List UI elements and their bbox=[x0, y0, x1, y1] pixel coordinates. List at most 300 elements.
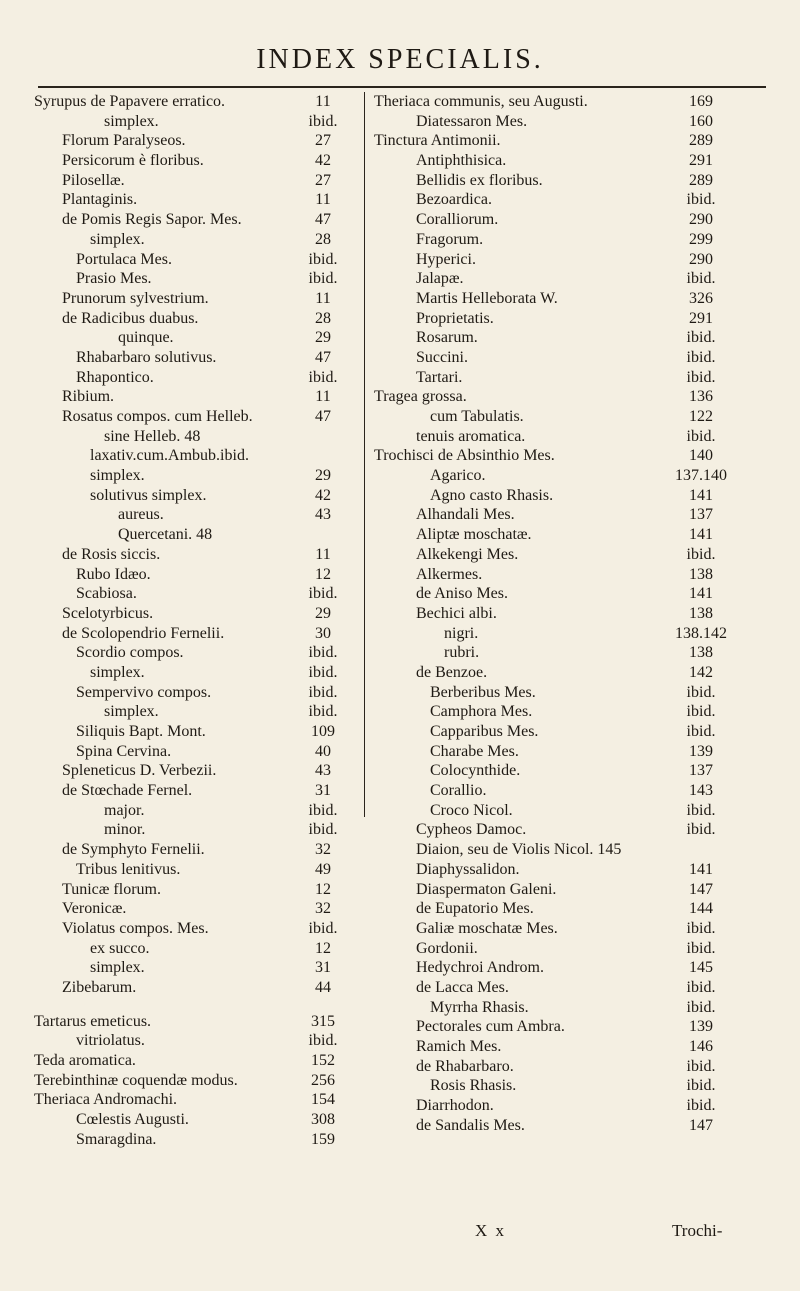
entry-page: 138 bbox=[689, 565, 713, 583]
entry-label: de Scolopendrio Fernelii. bbox=[62, 624, 225, 642]
entry-page: 11 bbox=[315, 388, 331, 406]
entry-page: ibid. bbox=[686, 368, 716, 386]
index-entry bbox=[34, 368, 374, 388]
index-entry bbox=[34, 171, 374, 191]
index-entry bbox=[374, 1096, 746, 1116]
index-entry bbox=[34, 1130, 374, 1150]
entry-page: 290 bbox=[689, 211, 713, 229]
entry-page: 290 bbox=[689, 250, 713, 268]
entry-label: Hedychroi Androm. bbox=[416, 959, 544, 977]
entry-page: 289 bbox=[689, 132, 713, 150]
entry-label: Alhandali Mes. bbox=[416, 506, 515, 524]
entry-label: Prasio Mes. bbox=[76, 270, 152, 288]
entry-label: Ramich Mes. bbox=[416, 1038, 502, 1055]
entry-label: sine Helleb. 48 bbox=[104, 427, 201, 445]
entry-page: 12 bbox=[315, 880, 331, 898]
entry-page: ibid. bbox=[308, 250, 338, 268]
entry-page: 29 bbox=[315, 604, 331, 622]
entry-label: Cypheos Damoc. bbox=[416, 821, 527, 839]
index-entry bbox=[34, 1031, 374, 1051]
entry-page: ibid. bbox=[686, 1057, 716, 1075]
entry-label: Diaspermaton Galeni. bbox=[416, 880, 557, 898]
entry-page: 289 bbox=[689, 171, 713, 189]
entry-label: Veronicæ. bbox=[62, 900, 127, 918]
entry-label: Scabiosa. bbox=[76, 585, 137, 603]
index-entry bbox=[34, 387, 374, 407]
entry-label: quinque. bbox=[118, 329, 174, 347]
entry-page: ibid. bbox=[686, 978, 716, 996]
entry-page: 31 bbox=[315, 959, 331, 977]
index-entry bbox=[374, 131, 746, 151]
entry-page: 44 bbox=[315, 978, 331, 996]
entry-label: Camphora Mes. bbox=[430, 703, 533, 721]
entry-page: 139 bbox=[689, 742, 713, 760]
index-column-left bbox=[34, 92, 374, 1149]
index-entry bbox=[34, 801, 374, 821]
entry-label: simplex. bbox=[90, 467, 145, 485]
entry-page: 42 bbox=[315, 486, 331, 504]
entry-label: Terebinthinæ coquendæ modus. bbox=[34, 1071, 238, 1089]
entry-page: ibid. bbox=[686, 1097, 716, 1115]
entry-label: de Symphyto Fernelii. bbox=[62, 841, 205, 859]
entry-page: 291 bbox=[689, 309, 713, 327]
entry-label: solutivus simplex. bbox=[90, 486, 207, 504]
index-entry bbox=[374, 1057, 746, 1077]
entry-page: 27 bbox=[315, 171, 331, 189]
entry-page: 146 bbox=[689, 1038, 713, 1055]
entry-label: Quercetani. 48 bbox=[118, 526, 213, 544]
entry-label: Florum Paralyseos. bbox=[62, 132, 186, 150]
entry-label: Diatessaron Mes. bbox=[416, 112, 528, 130]
entry-label: Theriaca communis, seu Augusti. bbox=[374, 93, 588, 110]
index-entry bbox=[34, 899, 374, 919]
entry-page: 315 bbox=[311, 1012, 335, 1030]
entry-label: Siliquis Bapt. Mont. bbox=[76, 723, 206, 740]
entry-page: 11 bbox=[315, 289, 331, 307]
entry-page: ibid. bbox=[308, 821, 338, 839]
index-entry bbox=[34, 131, 374, 151]
entry-page: 136 bbox=[689, 388, 713, 406]
entry-page: 12 bbox=[315, 565, 331, 583]
index-entry bbox=[374, 722, 746, 742]
index-entry bbox=[34, 880, 374, 900]
index-entry bbox=[34, 820, 374, 840]
entry-page: ibid. bbox=[686, 348, 716, 366]
entry-label: Smaragdina. bbox=[76, 1130, 157, 1148]
entry-label: de Aniso Mes. bbox=[416, 585, 508, 603]
entry-label: Capparibus Mes. bbox=[430, 723, 539, 740]
index-entry bbox=[34, 919, 374, 939]
entry-label: Rhabarbaro solutivus. bbox=[76, 348, 217, 366]
index-entry bbox=[34, 1110, 374, 1130]
index-entry bbox=[34, 112, 374, 132]
entry-page: ibid. bbox=[308, 919, 338, 937]
entry-page: 12 bbox=[315, 939, 331, 957]
entry-page: 27 bbox=[315, 132, 331, 150]
index-entry bbox=[34, 446, 374, 466]
entry-label: Charabe Mes. bbox=[430, 742, 519, 760]
index-entry bbox=[374, 190, 746, 210]
index-entry bbox=[374, 368, 746, 388]
index-entry bbox=[34, 1071, 374, 1091]
index-entry bbox=[34, 505, 374, 525]
index-entry bbox=[34, 151, 374, 171]
index-entry bbox=[34, 565, 374, 585]
entry-page: ibid. bbox=[308, 112, 338, 130]
entry-page: 43 bbox=[315, 762, 331, 780]
index-entry bbox=[374, 151, 746, 171]
index-entry bbox=[374, 801, 746, 821]
entry-page: ibid. bbox=[686, 191, 716, 209]
entry-page: ibid. bbox=[686, 821, 716, 839]
index-entry bbox=[34, 702, 374, 722]
entry-label: Galiæ moschatæ Mes. bbox=[416, 919, 558, 937]
entry-label: Diaphyssalidon. bbox=[416, 860, 520, 878]
entry-label: Tunicæ florum. bbox=[62, 880, 161, 898]
entry-page: 49 bbox=[315, 860, 331, 878]
index-entry bbox=[374, 328, 746, 348]
entry-page: 40 bbox=[315, 742, 331, 760]
index-entry bbox=[374, 742, 746, 762]
entry-page: 160 bbox=[689, 112, 713, 130]
entry-page: 141 bbox=[689, 526, 713, 544]
index-entry bbox=[374, 525, 746, 545]
entry-label: Corallio. bbox=[430, 782, 487, 800]
index-entry bbox=[374, 584, 746, 604]
index-entry bbox=[374, 899, 746, 919]
entry-page: 47 bbox=[315, 408, 331, 425]
index-entry bbox=[34, 210, 374, 230]
entry-page: 47 bbox=[315, 348, 331, 366]
index-column-right bbox=[374, 92, 746, 1135]
index-entry bbox=[34, 328, 374, 348]
entry-label: Syrupus de Papavere erratico. bbox=[34, 93, 226, 110]
index-entry bbox=[374, 427, 746, 447]
index-entry bbox=[374, 781, 746, 801]
index-entry bbox=[374, 112, 746, 132]
index-entry bbox=[34, 230, 374, 250]
index-entry bbox=[374, 683, 746, 703]
entry-label: Agno casto Rhasis. bbox=[430, 486, 554, 504]
index-entry bbox=[34, 978, 374, 998]
entry-label: Pilosellæ. bbox=[62, 171, 125, 189]
entry-page: ibid. bbox=[308, 644, 338, 662]
entry-label: Cœlestis Augusti. bbox=[76, 1111, 189, 1129]
entry-label: de Eupatorio Mes. bbox=[416, 900, 534, 918]
entry-page: 11 bbox=[315, 191, 331, 209]
entry-label: Theriaca Andromachi. bbox=[34, 1091, 178, 1109]
entry-page: 122 bbox=[689, 408, 713, 425]
entry-label: Teda aromatica. bbox=[34, 1052, 136, 1069]
entry-label: Violatus compos. Mes. bbox=[62, 919, 209, 937]
index-entry bbox=[374, 230, 746, 250]
index-entry bbox=[34, 840, 374, 860]
index-entry bbox=[374, 210, 746, 230]
entry-page: ibid. bbox=[686, 703, 716, 721]
entry-page: 11 bbox=[315, 545, 331, 563]
index-entry bbox=[374, 348, 746, 368]
entry-page: 28 bbox=[315, 309, 331, 327]
entry-page: ibid. bbox=[308, 683, 338, 701]
entry-page: ibid. bbox=[686, 1077, 716, 1095]
entry-page: 308 bbox=[311, 1111, 335, 1129]
entry-page: ibid. bbox=[686, 723, 716, 740]
index-entry bbox=[374, 250, 746, 270]
index-entry bbox=[34, 545, 374, 565]
index-entry bbox=[34, 781, 374, 801]
entry-label: Bellidis ex floribus. bbox=[416, 171, 543, 189]
index-entry bbox=[374, 1116, 746, 1136]
entry-page: 43 bbox=[315, 506, 331, 524]
entry-label: Myrrha Rhasis. bbox=[430, 998, 529, 1016]
entry-label: Plantaginis. bbox=[62, 191, 138, 209]
index-entry bbox=[374, 939, 746, 959]
entry-label: ex succo. bbox=[90, 939, 150, 957]
entry-label: Sempervivo compos. bbox=[76, 683, 212, 701]
index-entry bbox=[34, 407, 374, 427]
index-entry bbox=[34, 643, 374, 663]
index-entry bbox=[34, 742, 374, 762]
index-entry bbox=[374, 643, 746, 663]
entry-page: 109 bbox=[311, 723, 335, 740]
entry-label: Bezoardica. bbox=[416, 191, 492, 209]
entry-page: 30 bbox=[315, 624, 331, 642]
index-entry bbox=[374, 919, 746, 939]
entry-label: Rosis Rhasis. bbox=[430, 1077, 517, 1095]
index-entry bbox=[374, 702, 746, 722]
entry-label: Succini. bbox=[416, 348, 468, 366]
index-entry bbox=[34, 1012, 374, 1032]
index-entry bbox=[34, 466, 374, 486]
entry-label: Spina Cervina. bbox=[76, 742, 172, 760]
entry-page: 147 bbox=[689, 1116, 713, 1134]
entry-label: Proprietatis. bbox=[416, 309, 494, 327]
index-entry bbox=[374, 860, 746, 880]
entry-label: de Sandalis Mes. bbox=[416, 1116, 525, 1134]
index-entry bbox=[374, 309, 746, 329]
index-entry bbox=[374, 269, 746, 289]
entry-page: 141 bbox=[689, 486, 713, 504]
entry-label: major. bbox=[104, 801, 145, 819]
entry-label: Diaion, seu de Violis Nicol. 145 bbox=[416, 841, 622, 859]
entry-label: cum Tabulatis. bbox=[430, 408, 524, 425]
entry-page: ibid. bbox=[686, 801, 716, 819]
entry-label: Tinctura Antimonii. bbox=[374, 132, 501, 150]
entry-page: ibid. bbox=[686, 998, 716, 1016]
index-entry bbox=[374, 604, 746, 624]
index-entry bbox=[374, 624, 746, 644]
entry-page: 47 bbox=[315, 211, 331, 229]
entry-label: Rhapontico. bbox=[76, 368, 154, 386]
entry-page: 169 bbox=[689, 93, 713, 110]
header-rule bbox=[38, 86, 766, 88]
entry-label: Tribus lenitivus. bbox=[76, 860, 181, 878]
entry-page: 143 bbox=[689, 782, 713, 800]
entry-label: simplex. bbox=[104, 703, 159, 721]
entry-label: Rosatus compos. cum Helleb. bbox=[62, 408, 253, 425]
index-entry bbox=[34, 663, 374, 683]
entry-label: de Pomis Regis Sapor. Mes. bbox=[62, 211, 242, 229]
entry-label: Zibebarum. bbox=[62, 978, 137, 996]
entry-label: Bechici albi. bbox=[416, 604, 497, 622]
entry-page: 256 bbox=[311, 1071, 335, 1089]
index-entry bbox=[374, 92, 746, 112]
entry-page: ibid. bbox=[308, 270, 338, 288]
index-entry bbox=[34, 1090, 374, 1110]
entry-label: minor. bbox=[104, 821, 146, 839]
index-entry bbox=[34, 269, 374, 289]
index-entry bbox=[34, 190, 374, 210]
entry-page: 144 bbox=[689, 900, 713, 918]
index-entry bbox=[34, 427, 374, 447]
entry-page: ibid. bbox=[308, 1032, 338, 1050]
index-entry bbox=[34, 486, 374, 506]
index-entry bbox=[34, 250, 374, 270]
entry-label: simplex. bbox=[90, 230, 145, 248]
index-entry bbox=[374, 505, 746, 525]
entry-page: 138.142 bbox=[675, 624, 727, 642]
entry-label: Aliptæ moschatæ. bbox=[416, 526, 532, 544]
entry-label: simplex. bbox=[90, 663, 145, 681]
entry-label: Rubo Idæo. bbox=[76, 565, 151, 583]
entry-label: Alkekengi Mes. bbox=[416, 545, 519, 563]
entry-label: Tartarus emeticus. bbox=[34, 1012, 152, 1030]
index-entry bbox=[34, 958, 374, 978]
index-entry bbox=[374, 761, 746, 781]
entry-label: de Benzoe. bbox=[416, 663, 488, 681]
entry-page: ibid. bbox=[308, 585, 338, 603]
index-entry bbox=[34, 761, 374, 781]
index-entry bbox=[34, 624, 374, 644]
index-entry bbox=[34, 604, 374, 624]
index-entry bbox=[374, 880, 746, 900]
entry-page: ibid. bbox=[686, 939, 716, 957]
entry-label: Rosarum. bbox=[416, 329, 478, 347]
index-entry bbox=[374, 978, 746, 998]
entry-label: Croco Nicol. bbox=[430, 801, 513, 819]
index-entry bbox=[34, 1051, 374, 1071]
entry-label: Tartari. bbox=[416, 368, 463, 386]
entry-page: 141 bbox=[689, 860, 713, 878]
page-title: INDEX SPECIALIS. bbox=[256, 44, 544, 75]
entry-page: 32 bbox=[315, 900, 331, 918]
entry-label: aureus. bbox=[118, 506, 164, 524]
entry-label: Persicorum è floribus. bbox=[62, 152, 204, 170]
entry-page: 137 bbox=[689, 506, 713, 524]
entry-page: 299 bbox=[689, 230, 713, 248]
signature-mark: X x bbox=[475, 1221, 507, 1240]
entry-label: Alkermes. bbox=[416, 565, 483, 583]
entry-page: 326 bbox=[689, 289, 713, 307]
entry-label: Jalapæ. bbox=[416, 270, 464, 288]
entry-page: 139 bbox=[689, 1018, 713, 1036]
entry-page: ibid. bbox=[686, 545, 716, 563]
entry-label: Prunorum sylvestrium. bbox=[62, 289, 209, 307]
entry-page: 137 bbox=[689, 762, 713, 780]
entry-label: vitriolatus. bbox=[76, 1032, 145, 1050]
index-entry bbox=[374, 565, 746, 585]
index-entry bbox=[374, 407, 746, 427]
index-entry bbox=[34, 309, 374, 329]
index-entry bbox=[374, 171, 746, 191]
entry-label: Scordio compos. bbox=[76, 644, 184, 662]
index-entry bbox=[374, 820, 746, 840]
index-entry bbox=[34, 92, 374, 112]
entry-label: Ribium. bbox=[62, 388, 115, 406]
entry-page: 11 bbox=[315, 93, 331, 110]
index-entry bbox=[374, 663, 746, 683]
entry-label: nigri. bbox=[444, 624, 479, 642]
entry-label: Hyperici. bbox=[416, 250, 476, 268]
entry-page: 159 bbox=[311, 1130, 335, 1148]
entry-page: 29 bbox=[315, 467, 331, 485]
entry-label: Diarrhodon. bbox=[416, 1097, 494, 1115]
entry-page: ibid. bbox=[308, 368, 338, 386]
entry-page: 141 bbox=[689, 585, 713, 603]
index-entry bbox=[34, 525, 374, 545]
index-entry bbox=[34, 939, 374, 959]
entry-label: Portulaca Mes. bbox=[76, 250, 172, 268]
index-entry bbox=[34, 348, 374, 368]
entry-page: 145 bbox=[689, 959, 713, 977]
entry-page: 28 bbox=[315, 230, 331, 248]
entry-label: Antiphthisica. bbox=[416, 152, 507, 170]
entry-page: ibid. bbox=[308, 801, 338, 819]
index-entry bbox=[374, 545, 746, 565]
index-entry bbox=[374, 1076, 746, 1096]
index-entry bbox=[374, 466, 746, 486]
entry-label: Coralliorum. bbox=[416, 211, 499, 229]
index-entry bbox=[374, 1017, 746, 1037]
index-entry bbox=[374, 958, 746, 978]
index-entry bbox=[374, 387, 746, 407]
index-entry bbox=[34, 289, 374, 309]
index-entry bbox=[374, 289, 746, 309]
index-entry bbox=[34, 584, 374, 604]
entry-label: simplex. bbox=[90, 959, 145, 977]
entry-page: 138 bbox=[689, 604, 713, 622]
entry-label: laxativ.cum.Ambub.ibid. bbox=[90, 447, 249, 465]
entry-page: ibid. bbox=[686, 329, 716, 347]
entry-label: tenuis aromatica. bbox=[416, 427, 526, 445]
entry-label: Trochisci de Absinthio Mes. bbox=[374, 447, 555, 465]
entry-page: 154 bbox=[311, 1091, 335, 1109]
entry-page: 138 bbox=[689, 644, 713, 662]
entry-page: 291 bbox=[689, 152, 713, 170]
entry-page: ibid. bbox=[686, 427, 716, 445]
entry-label: Agarico. bbox=[430, 467, 486, 485]
entry-page: 152 bbox=[311, 1052, 335, 1069]
entry-label: simplex. bbox=[104, 112, 159, 130]
entry-label: Spleneticus D. Verbezii. bbox=[62, 762, 217, 780]
index-entry bbox=[374, 446, 746, 466]
index-entry bbox=[374, 998, 746, 1018]
entry-page: ibid. bbox=[686, 683, 716, 701]
entry-page: 147 bbox=[689, 880, 713, 898]
entry-label: Pectorales cum Ambra. bbox=[416, 1018, 565, 1036]
entry-page: 42 bbox=[315, 152, 331, 170]
entry-label: Fragorum. bbox=[416, 230, 484, 248]
entry-page: ibid. bbox=[686, 270, 716, 288]
index-entry bbox=[34, 683, 374, 703]
entry-label: de Lacca Mes. bbox=[416, 978, 509, 996]
entry-label: Scelotyrbicus. bbox=[62, 604, 154, 622]
entry-page: 137.140 bbox=[675, 467, 727, 485]
entry-page: ibid. bbox=[686, 919, 716, 937]
entry-label: de Rhabarbaro. bbox=[416, 1057, 514, 1075]
entry-page: 32 bbox=[315, 841, 331, 859]
catchword: Trochi- bbox=[672, 1221, 723, 1240]
